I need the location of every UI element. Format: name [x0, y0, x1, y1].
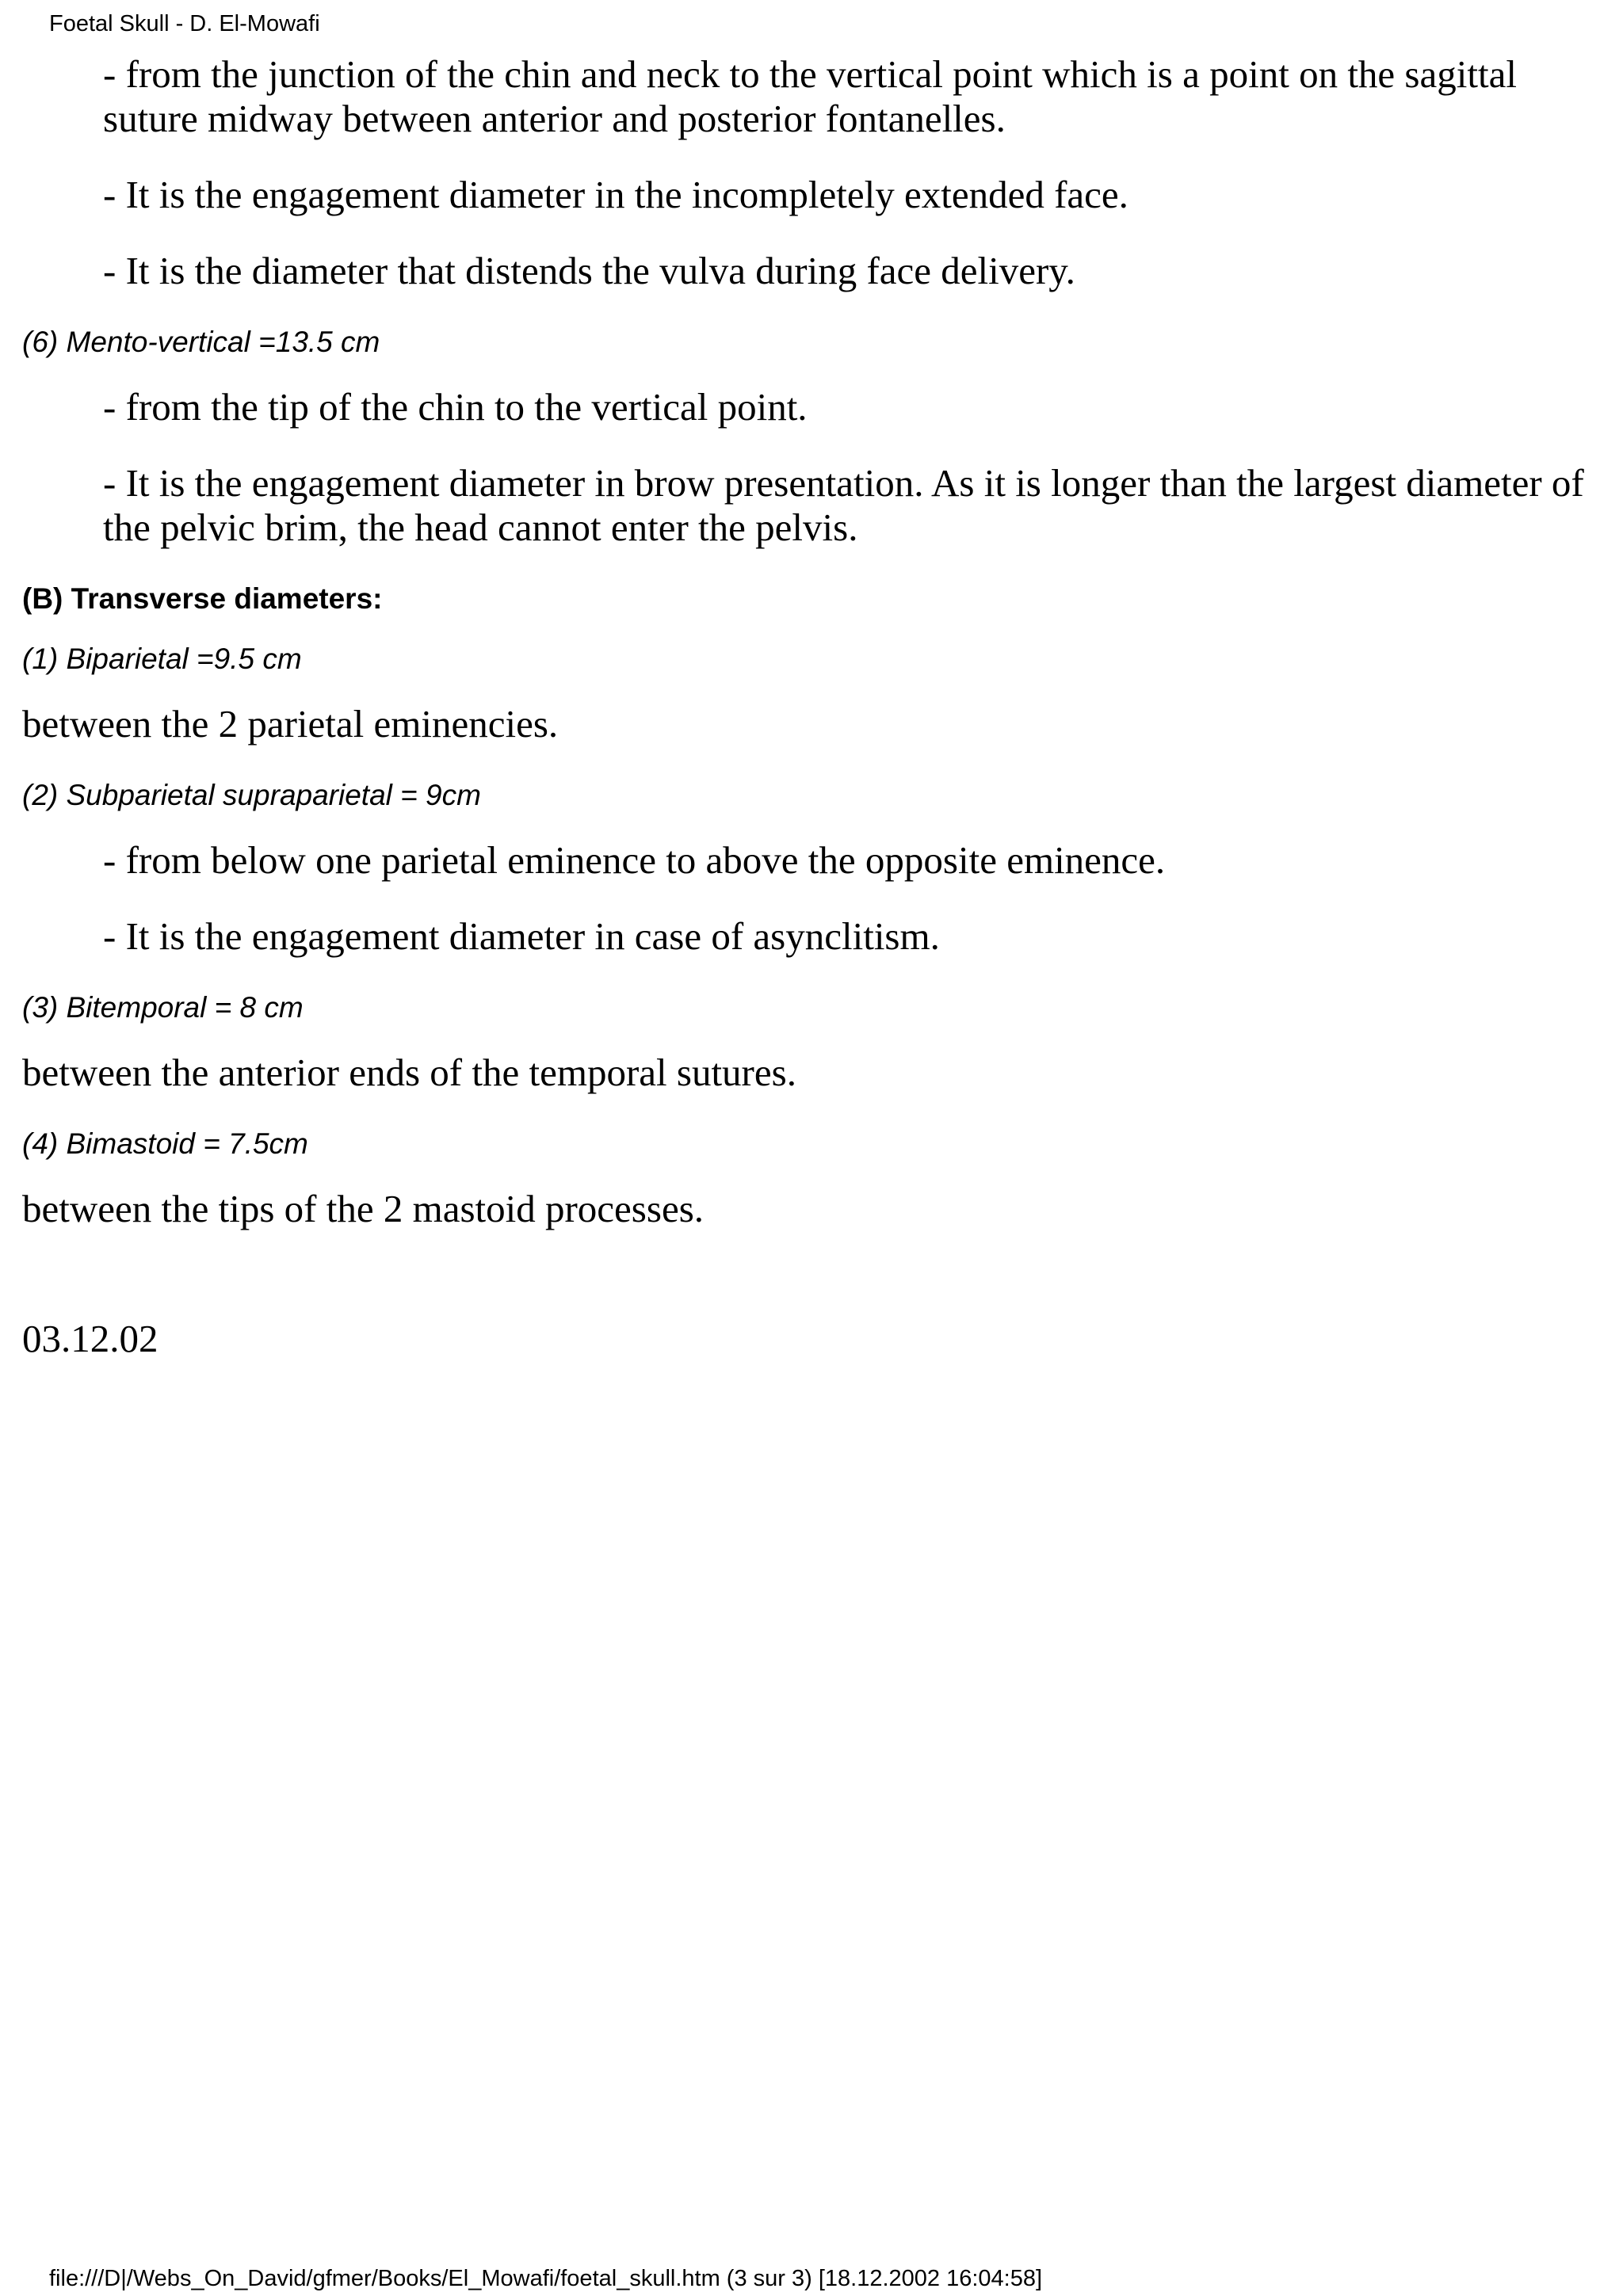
- paragraph-mento-vertical-definition: - from the junction of the chin and neck to the vertical point which is a point on the sagittal suture midway between anterior and posterior fontanelles.: [103, 52, 1517, 140]
- paragraph-tip-of-chin: - from the tip of the chin to the vertical point.: [103, 385, 808, 429]
- paragraph-engagement-incomplete-face: - It is the engagement diameter in the incompletely extended face.: [103, 173, 1128, 216]
- document-body: [22, 52, 1599, 1361]
- subheading-subparietal: (2) Subparietal supraparietal = 9cm: [22, 779, 481, 811]
- paragraph-parietal-eminencies: between the 2 parietal eminencies.: [22, 702, 559, 746]
- subheading-bimastoid: (4) Bimastoid = 7.5cm: [22, 1127, 308, 1160]
- print-header-title: Foetal Skull - D. El-Mowafi: [49, 11, 320, 36]
- print-footer-path: file:///D|/Webs_On_David/gfmer/Books/El_Mowafi/foetal_skull.htm (3 sur 3) [18.12.2002 16:04:58]: [49, 2266, 1043, 2291]
- document-date: 03.12.02: [22, 1317, 158, 1360]
- paragraph-distends-vulva: - It is the diameter that distends the vulva during face delivery.: [103, 249, 1075, 292]
- section-heading-transverse-diameters: (B) Transverse diameters:: [22, 582, 383, 615]
- paragraph-asynclitism: - It is the engagement diameter in case of asynclitism.: [103, 914, 940, 958]
- paragraph-brow-presentation: - It is the engagement diameter in brow presentation. As it is longer than the largest diameter of the pelvic brim, the head cannot enter the pelvis.: [103, 461, 1584, 549]
- paragraph-mastoid-processes: between the tips of the 2 mastoid processes.: [22, 1187, 705, 1230]
- paragraph-temporal-sutures: between the anterior ends of the temporal sutures.: [22, 1051, 796, 1094]
- subheading-biparietal: (1) Biparietal =9.5 cm: [22, 643, 302, 675]
- subheading-bitemporal: (3) Bitemporal = 8 cm: [22, 991, 304, 1024]
- paragraph-below-parietal-eminence: - from below one parietal eminence to above the opposite eminence.: [103, 838, 1166, 882]
- subheading-mento-vertical: (6) Mento-vertical =13.5 cm: [22, 326, 380, 358]
